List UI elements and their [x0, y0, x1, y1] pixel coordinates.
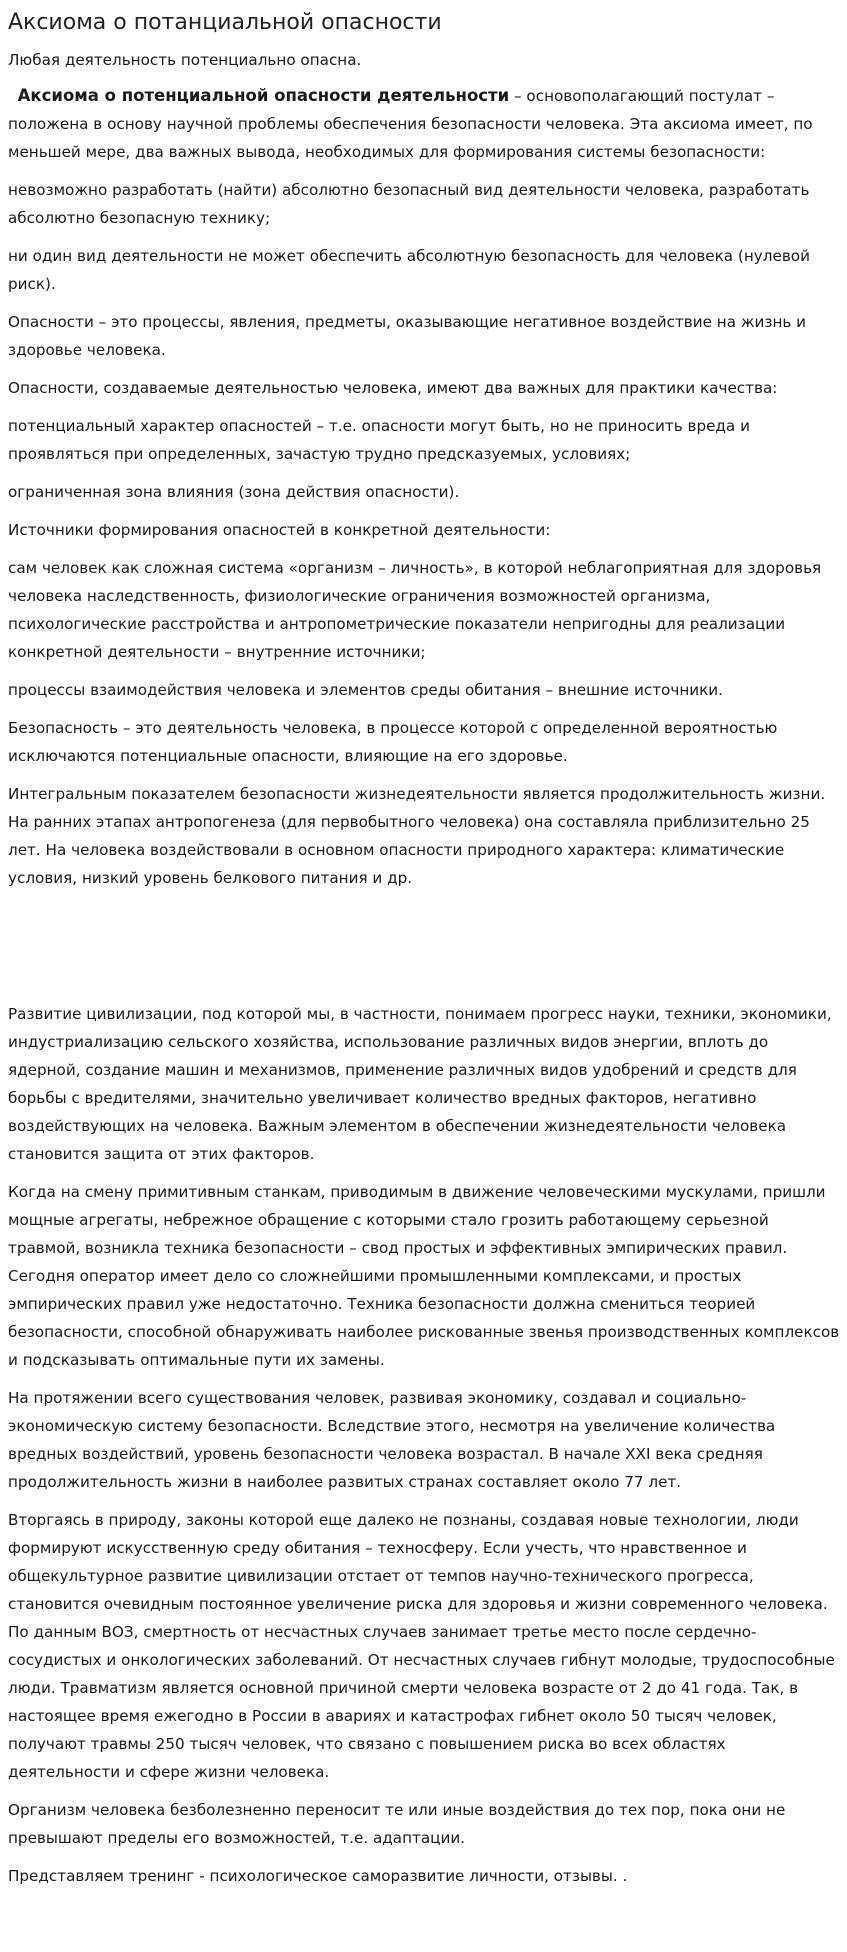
paragraph: Источники формирования опасностей в конкретной деятельности:: [8, 521, 551, 539]
paragraph: сам человек как сложная система «организм – личность», в которой неблагоприятная для здоровья человека наследственность, физиологические ограничения возможностей организма, психологические расстройства и антропометрические показатели непригодны для реализации конкретной деятельности – внутренние источники;: [8, 559, 822, 661]
paragraph: Интегральным показателем безопасности жизнедеятельности является продолжительность жизни. На ранних этапах антропогенеза (для первобытного человека) она составляла приблизительно 25 лет. На человека воздействовали в основном опасности природного характера: климатические условия, низкий уровень белкового питания и др.: [8, 785, 826, 887]
paragraph: ни один вид деятельности не может обеспечить абсолютную безопасность для человека (нулевой риск).: [8, 247, 810, 293]
paragraph: Развитие цивилизации, под которой мы, в частности, понимаем прогресс науки, техники, экономики, индустриализацию сельского хозяйства, использование различных видов энергии, вплоть до ядерной, создание машин и механизмов, применение различных видов удобрений и средств для борьбы с вредителями, значительно увеличивает количество вредных факторов, негативно воздействующих на человека. Важным элементом в обеспечении жизнедеятельности человека становится защита от этих факторов.: [8, 1005, 832, 1163]
intro-strong: Аксиома о потенциальной опасности деятельности: [17, 86, 510, 105]
intro-rest: – основополагающий постулат – положена в основу научной проблемы обеспечения безопасности человека. Эта аксиома имеет, по меньшей мере, два важных вывода, необходимых для формирования системы безопасности:: [8, 87, 813, 161]
paragraph: На протяжении всего существования человек, развивая экономику, создавал и социально-экономическую систему безопасности. Вследствие этого, несмотря на увеличение количества вредных воздействий, уровень безопасности человека возрастал. В начале XXI века средняя продолжительность жизни в наиболее развитых странах составляет около 77 лет.: [8, 1389, 776, 1491]
intro-paragraph: [8, 82, 840, 166]
paragraph: Организм человека безболезненно переносит те или иные воздействия до тех пор, пока они не превышают пределы его возможностей, т.е. адаптации.: [8, 1801, 786, 1847]
lead-paragraph: Любая деятельность потенциально опасна.: [8, 51, 362, 69]
page-title: Аксиома о потанциальной опасности: [8, 10, 442, 35]
paragraph: Опасности, создаваемые деятельностью человека, имеют два важных для практики качества:: [8, 379, 778, 397]
paragraph: Когда на смену примитивным станкам, приводимым в движение человеческими мускулами, пришли мощные агрегаты, небрежное обращение с которыми стало грозить работающему серьезной травмой, возникла техника безопасности – свод простых и эффективных эмпирических правил. Сегодня оператор имеет дело со сложнейшими промышленными комплексами, и простых эмпирических правил уже недостаточно. Техника безопасности должна смениться теорией безопасности, способной обнаруживать наиболее рискованные звенья производственных комплексов и подсказывать оптимальные пути их замены.: [8, 1183, 840, 1369]
paragraph: Опасности – это процессы, явления, предметы, оказывающие негативное воздействие на жизнь и здоровье человека.: [8, 313, 807, 359]
paragraph: Вторгаясь в природу, законы которой еще далеко не познаны, создавая новые технологии, люди формируют искусственную среду обитания – техносферу. Если учесть, что нравственное и общекультурное развитие цивилизации отстает от темпов научно-технического прогресса, становится очевидным постоянное увеличение риска для здоровья и жизни современного человека. По данным ВОЗ, смертность от несчастных случаев занимает третье место после сердечно-сосудистых и онкологических заболеваний. От несчастных случаев гибнут молодые, трудоспособные люди. Травматизм является основной причиной смерти человека возрасте от 2 до 41 года. Так, в настоящее время ежегодно в России в авариях и катастрофах гибнет около 50 тысяч человек, получают травмы 250 тысяч человек, что связано с повышением риска во всех областях деятельности и сфере жизни человека.: [8, 1511, 835, 1781]
paragraph: ограниченная зона влияния (зона действия опасности).: [8, 483, 460, 501]
paragraph: потенциальный характер опасностей – т.е. опасности могут быть, но не приносить вреда и проявляться при определенных, зачастую трудно предсказуемых, условиях;: [8, 417, 750, 463]
paragraph: процессы взаимодействия человека и элементов среды обитания – внешние источники.: [8, 681, 723, 699]
blank-gap: [8, 902, 840, 1000]
footer-note: Представляем тренинг - психологическое саморазвитие личности, отзывы. .: [8, 1867, 628, 1885]
paragraph: невозможно разработать (найти) абсолютно безопасный вид деятельности человека, разработать абсолютно безопасную технику;: [8, 181, 810, 227]
paragraph: Безопасность – это деятельность человека, в процессе которой с определенной вероятностью исключаются потенциальные опасности, влияющие на его здоровье.: [8, 719, 778, 765]
